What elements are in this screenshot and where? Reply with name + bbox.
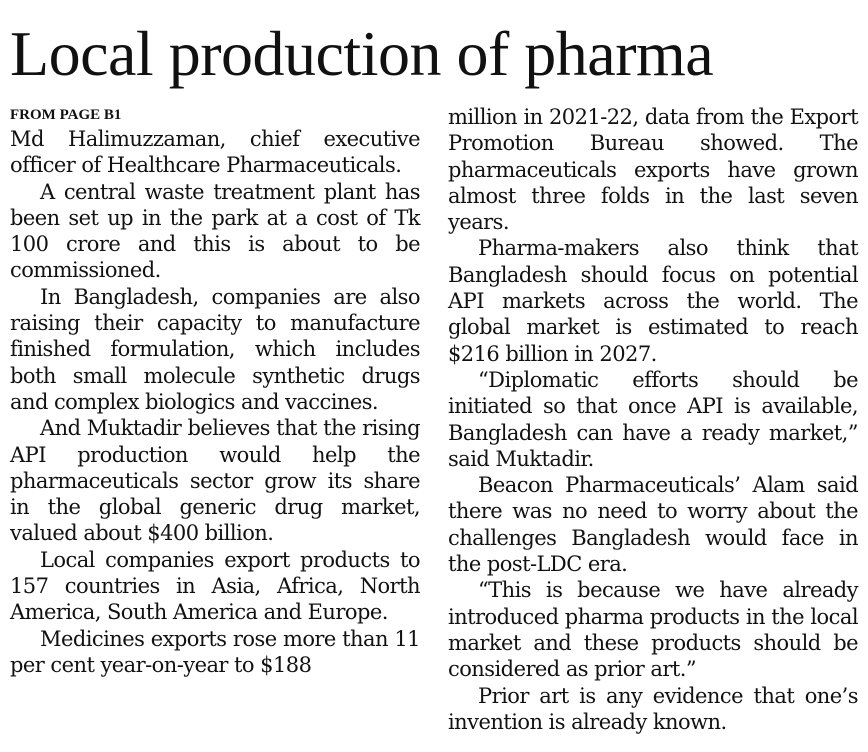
article-paragraph: A central waste treatment plant has been set up in the park at a cost of Tk 100 crore and this is about to be commissioned.: [10, 179, 420, 283]
article-paragraph: Md Halimuzzaman, chief executive officer of Healthcare Pharmaceuticals.: [10, 127, 420, 178]
article-paragraph: Medicines exports rose more than 11 per cent year-on-year to $188: [10, 626, 420, 677]
right-column: [448, 104, 858, 735]
article-paragraph: Beacon Pharmaceuticals’ Alam said there was no need to worry about the challenges Bangladesh would face in the post-LDC era.: [448, 473, 858, 577]
article-paragraph: “This is because we have already introduced pharma products in the local market and these products should be considered as prior art.”: [448, 578, 858, 682]
headline: Local production of pharma: [10, 18, 714, 89]
continued-from-label: FROM PAGE B1: [10, 107, 122, 123]
article-paragraph: Prior art is any evidence that one’s invention is already known.: [448, 683, 858, 734]
article-paragraph: And Muktadir believes that the rising API production would help the pharmaceuticals sector grow its share in the global generic drug market, valued about $400 billion.: [10, 416, 420, 546]
article-paragraph: million in 2021-22, data from the Export Promotion Bureau showed. The pharmaceuticals exports have grown almost three folds in the last seven years.: [448, 105, 858, 235]
left-column: [10, 104, 420, 678]
article-paragraph: “Diplomatic efforts should be initiated so that once API is available, Bangladesh can have a ready market,” said Muktadir.: [448, 367, 858, 471]
article-paragraph: In Bangladesh, companies are also raising their capacity to manufacture finished formulation, which includes both small molecule synthetic drugs and complex biologics and vaccines.: [10, 284, 420, 414]
article-paragraph: Local companies export products to 157 countries in Asia, Africa, North America, South America and Europe.: [10, 547, 420, 625]
article-paragraph: Pharma-makers also think that Bangladesh should focus on potential API markets across the world. The global market is estimated to reach $216 billion in 2027.: [448, 236, 858, 366]
